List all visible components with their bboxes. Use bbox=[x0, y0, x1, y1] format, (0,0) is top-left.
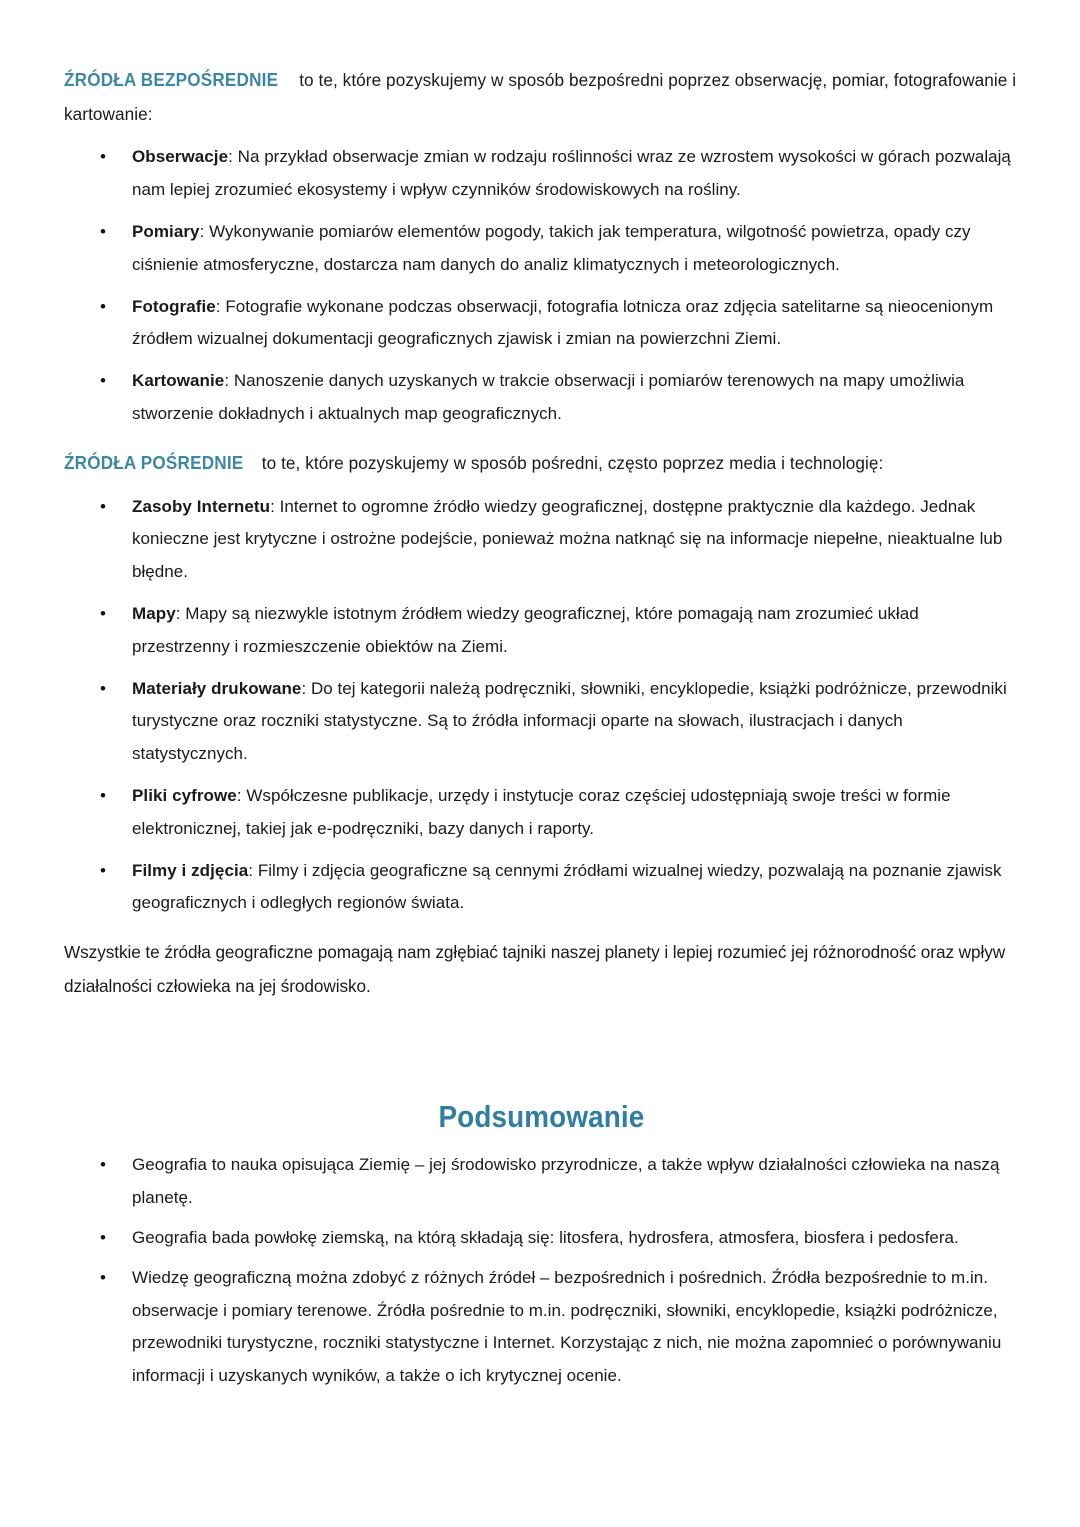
list-item bbox=[64, 673, 1018, 771]
summary-heading-text: Podsumowanie bbox=[438, 1099, 644, 1135]
list-item bbox=[64, 491, 1018, 589]
list-item-text: Do tej kategorii należą podręczniki, słowniki, encyklopedie, książki podróżnicze, przewodniki turystyczne oraz roczniki statystyczne. Są to źródła informacji oparte na słowach, ilustracjach i danych statystycznych. bbox=[132, 678, 1007, 764]
list-item: • Geografia to nauka opisująca Ziemię – jej środowisko przyrodnicze, a także wpływ działalności człowieka na naszą planetę. bbox=[64, 1149, 1018, 1215]
list-item-separator: : bbox=[175, 604, 186, 624]
list-item-separator: : bbox=[228, 147, 238, 167]
list-item-term: Obserwacje bbox=[132, 147, 229, 167]
indirect-sources-heading: ŹRÓDŁA POŚREDNIE bbox=[64, 451, 244, 473]
direct-sources-intro bbox=[64, 62, 1018, 131]
summary-heading bbox=[64, 1099, 1018, 1135]
list-item-separator: : bbox=[236, 786, 247, 806]
list-item-term: Filmy i zdjęcia bbox=[132, 860, 249, 880]
list-item-term: Pomiary bbox=[132, 222, 200, 242]
list-item-separator: : bbox=[199, 222, 210, 242]
list-item bbox=[64, 365, 1018, 431]
list-item-text: Fotografie wykonane podczas obserwacji, fotografia lotnicza oraz zdjęcia satelitarne są nieocenionym źródłem wizualnej dokumentacji geograficznych zjawisk i zmian na powierzchni Ziemi. bbox=[132, 296, 994, 349]
list-item-term: Materiały drukowane bbox=[132, 678, 302, 698]
list-item-separator: : bbox=[224, 371, 234, 391]
list-item-text: Współczesne publikacje, urzędy i instytucje coraz częściej udostępniają swoje treści w formie elektronicznej, takiej jak e-podręczniki, bazy danych i raporty. bbox=[132, 786, 951, 838]
list-item-text: Mapy są niezwykle istotnym źródłem wiedzy geograficznej, które pomagają nam zrozumieć układ przestrzenny i rozmieszczenie obiektów na Ziemi. bbox=[132, 604, 919, 656]
list-item bbox=[64, 216, 1018, 282]
list-item bbox=[64, 141, 1018, 207]
list-item-term: Kartowanie bbox=[132, 371, 225, 391]
list-item-text: Na przykład obserwacje zmian w rodzaju roślinności wraz ze wzrostem wysokości w górach pozwalają nam lepiej zrozumieć ekosystemy i wpływ czynników środowiskowych na rośliny. bbox=[132, 147, 1011, 200]
indirect-sources-intro-text: to te, które pozyskujemy w sposób pośredni, często poprzez media i technologię: bbox=[256, 452, 884, 473]
list-item: • Wiedzę geograficzną można zdobyć z różnych źródeł – bezpośrednich i pośrednich. Źródła bezpośrednie to m.in. obserwacje i pomiary terenowe. Źródła pośrednie to m.in. podręczniki, słowniki, encyklopedie, książki podróżnicze, przewodniki turystyczne, roczniki statystyczne i Internet. Korzystając z nich, nie można zapomnieć o porównywaniu informacji i uzyskanych wyników, a także o ich krytycznej ocenie. bbox=[64, 1262, 1018, 1393]
list-item-separator: : bbox=[270, 496, 280, 516]
indirect-sources-list bbox=[64, 491, 1018, 921]
list-item bbox=[64, 855, 1018, 921]
list-item: • Geografia bada powłokę ziemską, na którą składają się: litosfera, hydrosfera, atmosfera, biosfera i pedosfera. bbox=[64, 1222, 1018, 1255]
list-item-text: Internet to ogromne źródło wiedzy geograficznej, dostępne praktycznie dla każdego. Jednak konieczne jest krytyczne i ostrożne podejście, ponieważ można natknąć się na informacje niepełne, nieaktualne lub błędne. bbox=[132, 496, 1003, 582]
summary-list bbox=[64, 1149, 1018, 1393]
list-item-text: Filmy i zdjęcia geograficzne są cennymi źródłami wizualnej wiedzy, pozwalają na poznanie zjawisk geograficznych i odległych regionów świata. bbox=[132, 860, 1002, 913]
list-item-term: Mapy bbox=[132, 604, 176, 624]
closing-paragraph: Wszystkie te źródła geograficzne pomagają nam zgłębiać tajniki naszej planety i lepiej rozumieć jej różnorodność oraz wpływ działalności człowieka na jej środowisko. bbox=[64, 942, 1006, 996]
list-item-term: Zasoby Internetu bbox=[132, 496, 271, 516]
list-item-term: Pliki cyfrowe bbox=[132, 786, 237, 806]
list-item-separator: : bbox=[215, 296, 226, 316]
list-item-term: Fotografie bbox=[132, 296, 216, 316]
list-item-separator: : bbox=[301, 678, 311, 698]
page-bottom-spacer bbox=[64, 1407, 1018, 1408]
direct-sources-heading: ŹRÓDŁA BEZPOŚREDNIE bbox=[64, 69, 279, 90]
direct-sources-intro-text: to te, które pozyskujemy w sposób bezpośredni poprzez obserwację, pomiar, fotografowanie i kartowanie: bbox=[64, 70, 1017, 124]
list-item-separator: : bbox=[248, 860, 258, 880]
list-item bbox=[64, 598, 1018, 664]
direct-sources-list bbox=[64, 141, 1018, 430]
list-item-text: Wykonywanie pomiarów elementów pogody, takich jak temperatura, wilgotność powietrza, opady czy ciśnienie atmosferyczne, dostarcza nam danych do analiz klimatycznych i meteorologicznych. bbox=[132, 222, 971, 274]
indirect-sources-intro bbox=[64, 445, 1018, 481]
list-item bbox=[64, 780, 1018, 846]
list-item bbox=[64, 291, 1018, 357]
list-item-text: Nanoszenie danych uzyskanych w trakcie obserwacji i pomiarów terenowych na mapy umożliwia stworzenie dokładnych i aktualnych map geograficznych. bbox=[132, 371, 965, 423]
